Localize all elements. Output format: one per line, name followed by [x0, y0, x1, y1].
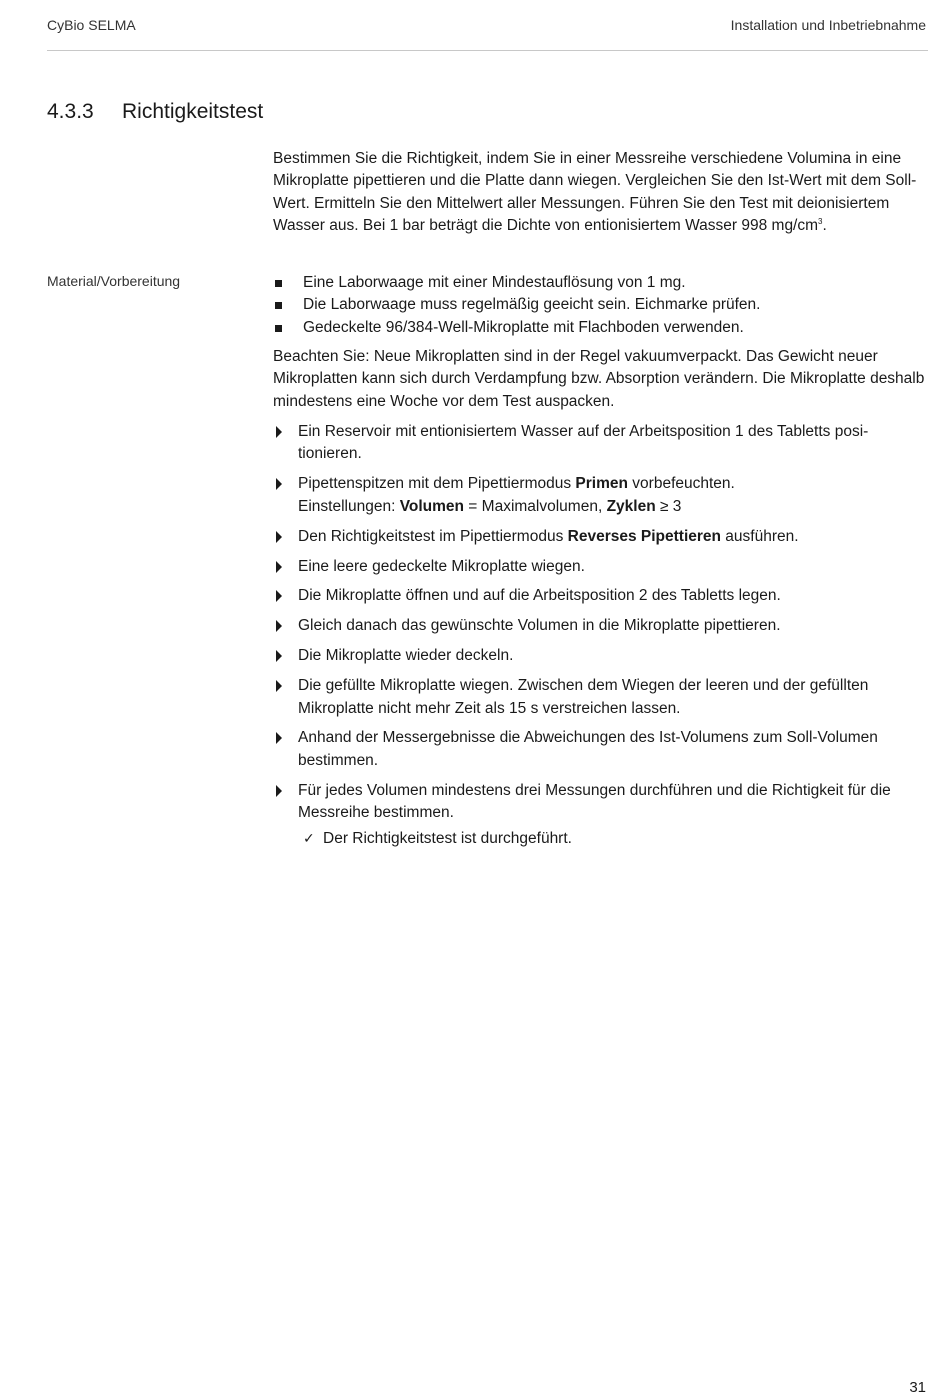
checkmark-icon: ✓ [303, 831, 315, 847]
setting-volume-key: Volumen [399, 497, 464, 515]
step-item [273, 675, 928, 720]
header-product-name: CyBio SELMA [47, 17, 136, 33]
arrow-right-icon [276, 732, 282, 744]
arrow-right-icon [276, 426, 282, 438]
setting-volume-value: = Maximalvolumen, [464, 497, 607, 515]
step-text: ausführen. [721, 527, 799, 545]
mode-reverses-pipettieren: Reverses Pipettieren [567, 527, 721, 545]
arrow-right-icon [276, 590, 282, 602]
square-bullet-icon [275, 280, 282, 287]
intro-end: . [822, 217, 827, 235]
arrow-right-icon [276, 650, 282, 662]
intro-text: Bestimmen Sie die Richtigkeit, indem Sie in einer Messreihe verschiedene Volumina in eine Mikroplatte pipettieren und die Platte dann wiegen. Vergleichen Sie den Ist-Wert mit dem Soll-Wert. Ermitteln Sie den Mittelwert aller Messungen. Führen Sie den Test mit deionisiertem Wasser aus. Bei 1 bar beträgt die Dichte von entionisiertem Wasser 998 mg/cm [273, 150, 917, 235]
arrow-right-icon [276, 620, 282, 632]
section-number: 4.3.3 [47, 100, 94, 123]
step-item [273, 526, 928, 548]
step-item [273, 421, 928, 466]
arrow-right-icon [276, 785, 282, 797]
note-paragraph: Beachten Sie: Neue Mikroplatten sind in der Regel vakuumverpackt. Das Gewicht neuer Mikroplatten kann sich durch Verdampfung bzw. Absorption verändern. Die Mikroplatte deshalb mindestens eine Woche vor dem Test auspacken. [273, 348, 925, 410]
header-chapter-title: Installation und Inbetriebnahme [730, 17, 926, 33]
list-item [273, 294, 923, 316]
intro-superscript: 3 [818, 217, 823, 227]
result-line [303, 828, 572, 850]
step-text: Eine leere gedeckelte Mikroplatte wiegen. [298, 557, 585, 575]
step-item [273, 645, 928, 667]
setting-cycles-key: Zyklen [606, 497, 656, 515]
intro-paragraph [273, 148, 923, 238]
list-item [273, 272, 923, 294]
step-text: Anhand der Messergebnisse die Abweichungen des Ist-Volumens zum Soll-Volumen bestimmen. [298, 729, 878, 769]
arrow-right-icon [276, 531, 282, 543]
step-text: Für jedes Volumen mindestens drei Messungen durchführen und die Richtigkeit für die Messreihe bestimmen. [298, 781, 891, 822]
step-item [273, 556, 928, 578]
arrow-right-icon [276, 561, 282, 573]
step-item [273, 727, 928, 772]
step-text: Die Mikroplatte öffnen und auf die Arbeitsposition 2 des Tabletts legen. [298, 587, 781, 605]
material-text: Gedeckelte 96/384-Well-Mikroplatte mit Flachboden verwenden. [303, 318, 744, 336]
step-text: Ein Reservoir mit entionisiertem Wasser auf der Arbeitsposition 1 des Tabletts posi-tionieren. [298, 423, 869, 463]
arrow-right-icon [276, 478, 282, 490]
result-text: Der Richtigkeitstest ist durchgeführt. [323, 830, 572, 847]
step-text: Pipettenspitzen mit dem Pipettiermodus [298, 475, 576, 493]
materials-list [273, 272, 923, 339]
step-item [273, 780, 928, 825]
step-text: vorbefeuchten. [627, 475, 735, 493]
page-number: 31 [909, 1379, 926, 1396]
square-bullet-icon [275, 302, 282, 309]
material-label: Material/Vorbereitung [47, 273, 181, 289]
steps-list [273, 421, 928, 832]
page-header [47, 17, 928, 51]
step-text: Den Richtigkeitstest im Pipettiermodus [298, 527, 568, 545]
arrow-right-icon [276, 680, 282, 692]
step-item [273, 473, 928, 518]
list-item [273, 317, 923, 339]
step-text: Gleich danach das gewünschte Volumen in die Mikroplatte pipettieren. [298, 617, 781, 635]
mode-primen: Primen [575, 475, 628, 493]
material-text: Die Laborwaage muss regelmäßig geeicht sein. Eichmarke prüfen. [303, 296, 761, 314]
material-text: Eine Laborwaage mit einer Mindestauflösung von 1 mg. [303, 274, 686, 291]
step-text: Die Mikroplatte wieder deckeln. [298, 647, 514, 665]
section-heading [47, 100, 263, 124]
step-item [273, 615, 928, 637]
setting-cycles-value: ≥ 3 [655, 497, 682, 515]
step-item [273, 585, 928, 607]
settings-label: Einstellungen: [298, 497, 400, 515]
square-bullet-icon [275, 325, 282, 332]
step-text: Die gefüllte Mikroplatte wiegen. Zwischen dem Wiegen der leeren und der gefüllten Mikroplatte nicht mehr Zeit als 15 s verstreichen lassen. [298, 677, 869, 717]
section-title: Richtigkeitstest [122, 100, 264, 123]
